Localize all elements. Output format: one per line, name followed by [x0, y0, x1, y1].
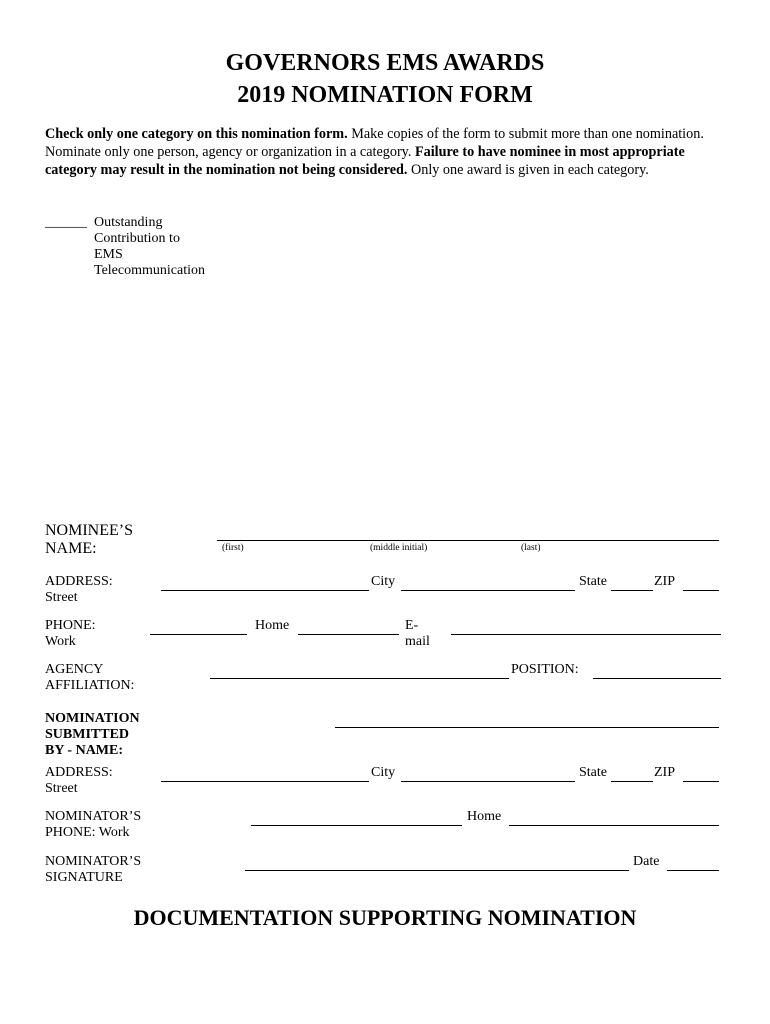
nominator-state-label: State [579, 765, 607, 780]
nominee-zip-label: ZIP [654, 574, 675, 589]
documentation-heading: DOCUMENTATION SUPPORTING NOMINATION [133, 905, 637, 930]
nominee-zip-field[interactable] [683, 574, 719, 591]
nominee-email-label: E-mail [405, 618, 430, 649]
position-label: POSITION: [511, 662, 579, 677]
form-title: GOVERNORS EMS AWARDS [225, 50, 545, 76]
nominee-name-label: NOMINEE’S NAME: [45, 522, 133, 557]
nominator-work-phone-label: NOMINATOR’S PHONE: Work [45, 809, 142, 840]
instructions [45, 125, 730, 179]
nominator-city-label: City [371, 765, 396, 780]
nominator-street-label: ADDRESS: Street [45, 765, 113, 796]
hint-first: (first) [222, 543, 244, 553]
nominee-home-phone-field[interactable] [298, 618, 399, 635]
hint-last: (last) [521, 543, 541, 553]
nominator-name-field[interactable] [335, 711, 719, 728]
nominee-city-field[interactable] [401, 574, 575, 591]
nominee-state-field[interactable] [611, 574, 653, 591]
agency-label: AGENCY AFFILIATION: [45, 662, 135, 693]
date-field[interactable] [667, 854, 719, 871]
category-label: Outstanding Contribution to EMS Telecommunication [94, 215, 205, 278]
nominator-zip-label: ZIP [654, 765, 675, 780]
nominee-street-field[interactable] [161, 574, 369, 591]
nominee-city-label: City [371, 574, 396, 589]
nominee-email-field[interactable] [451, 618, 721, 635]
form-subtitle: 2019 NOMINATION FORM [237, 82, 533, 108]
agency-field[interactable] [210, 662, 509, 679]
instruction-text-1: Make copies of the form to submit more than one nomination. Nominate only one person, agency or organization in a category. [45, 126, 704, 160]
nominator-home-phone-label: Home [467, 809, 502, 824]
date-label: Date [633, 854, 660, 869]
nominee-work-phone-field[interactable] [150, 618, 247, 635]
category-blank[interactable]: ______ [45, 215, 87, 230]
nominator-home-phone-field[interactable] [509, 809, 719, 826]
nominator-name-label: NOMINATION SUBMITTED BY - NAME: [45, 711, 140, 758]
signature-field[interactable] [245, 854, 629, 871]
nominee-state-label: State [579, 574, 607, 589]
nominator-city-field[interactable] [401, 765, 575, 782]
hint-middle-initial: (middle initial) [370, 543, 428, 553]
nominee-name-field[interactable] [217, 524, 719, 541]
nominator-street-field[interactable] [161, 765, 369, 782]
nominee-work-phone-label: PHONE: Work [45, 618, 96, 649]
nominator-work-phone-field[interactable] [251, 809, 462, 826]
instruction-bold-2: Failure to have nominee in most appropriate category may result in the nomination not being considered. [45, 144, 685, 178]
signature-label: NOMINATOR’S SIGNATURE [45, 854, 142, 885]
nominee-street-label: ADDRESS: Street [45, 574, 113, 605]
position-field[interactable] [593, 662, 721, 679]
instruction-text-2: Only one award is given in each category. [407, 162, 649, 178]
instruction-bold-1: Check only one category on this nomination form. [45, 126, 348, 142]
nominator-state-field[interactable] [611, 765, 653, 782]
nominee-home-phone-label: Home [255, 618, 290, 633]
nominator-zip-field[interactable] [683, 765, 719, 782]
